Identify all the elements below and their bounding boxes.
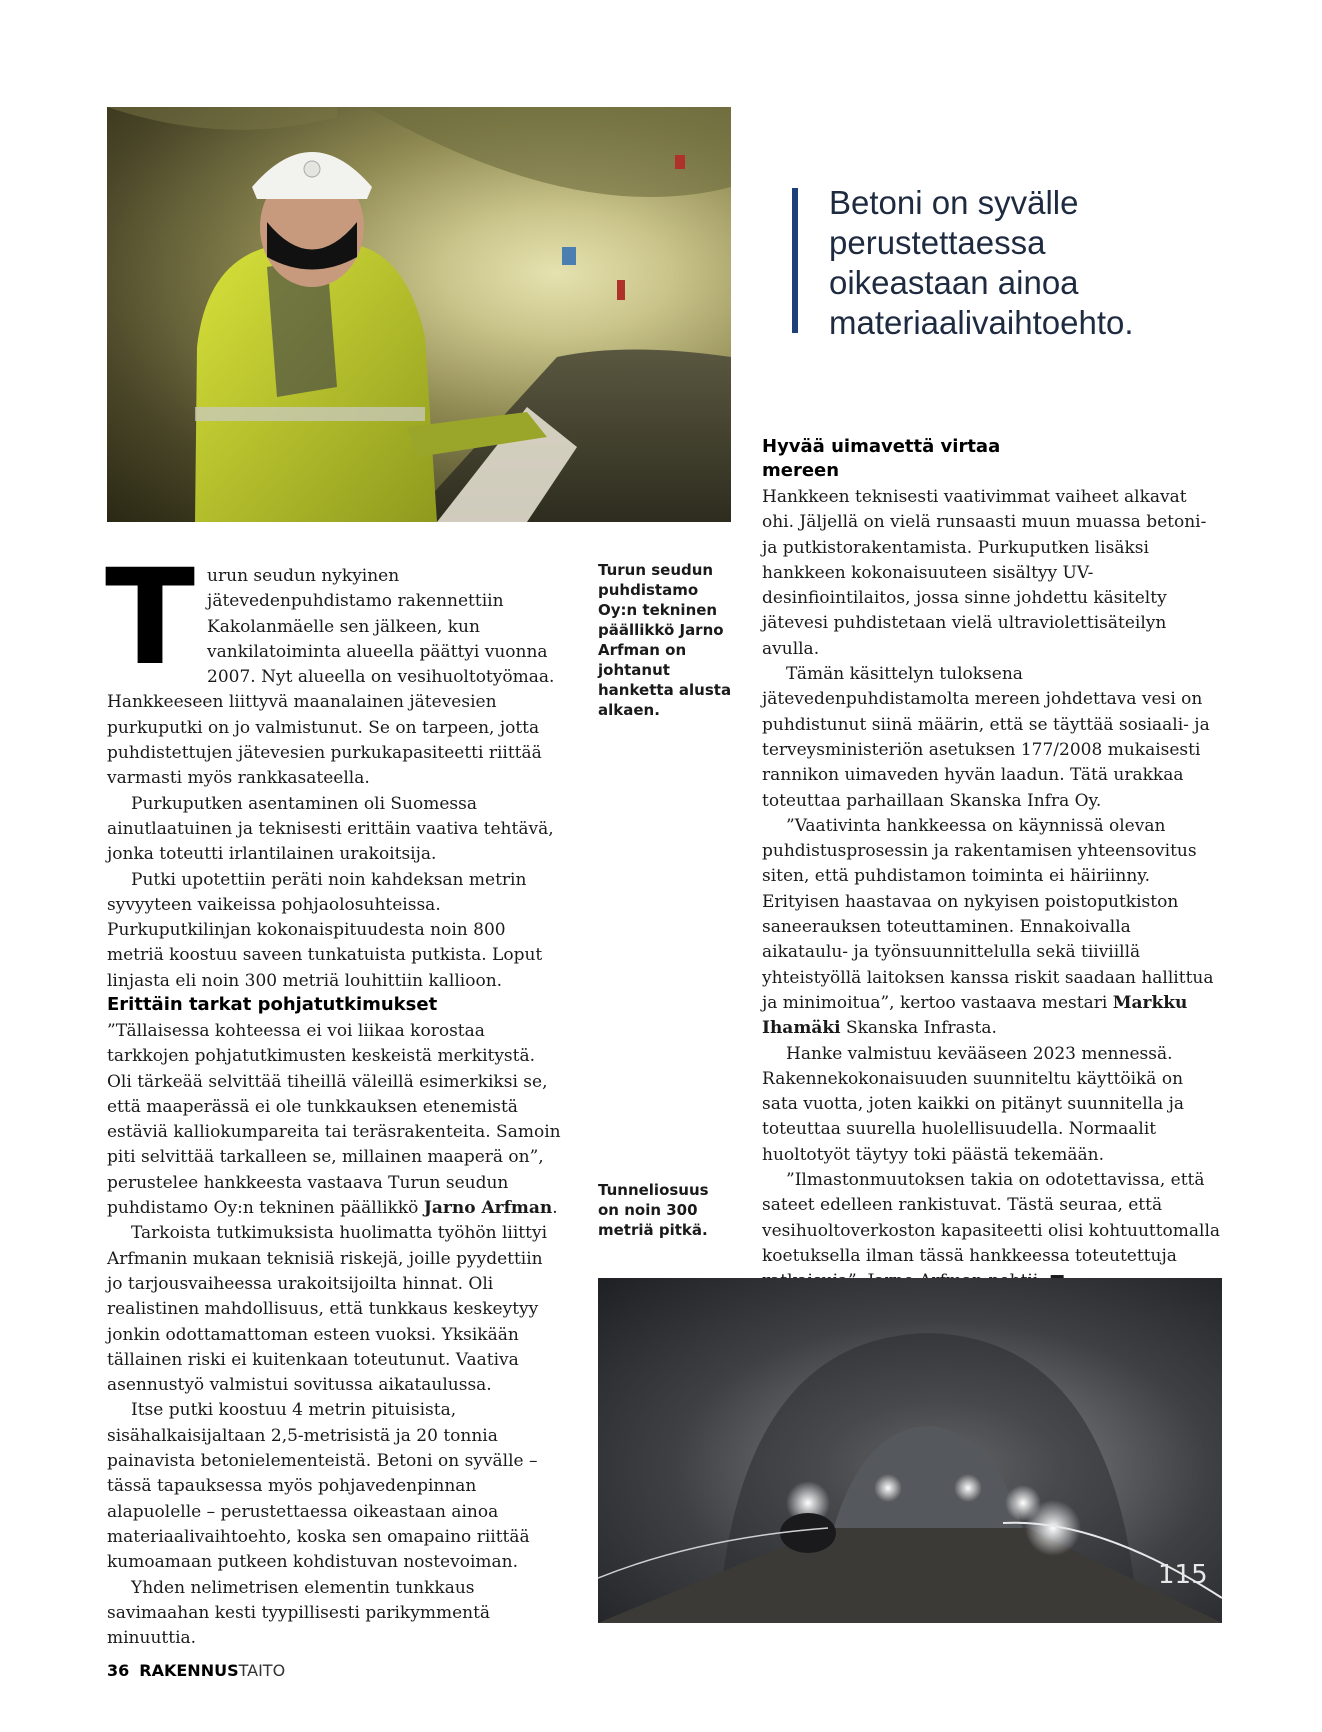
body-paragraph: Itse putki koostuu 4 metrin pituisista, sisähalkaisijaltaan 2,5-metrisistä ja 20 tonnia painavista betonielementeistä. Betoni on syvälle – tässä tapauksessa myös pohjavedenpinnan alapuolelle – perustettaessa oikeastaan ainoa materiaalivaihtoehto, koska sen omapaino riittää kumoamaan putkeen kohdistuvan nostevoiman. [107, 1400, 538, 1573]
page-number: 36 [107, 1661, 130, 1680]
person-name: Markku Ihamäki [762, 992, 1188, 1039]
paragraph-text: ”Tällaisessa kohteessa ei voi liikaa korostaa tarkkojen pohjatutkimusten keskeistä merkitystä. Oli tärkeää selvittää tiheillä väleillä esimerkiksi se, että maaperässä ei ole tunkkauksen etenemistä estäviä kalliokumpareita tai teräsrakenteita. Samoin piti selvittää tarkalleen se, millainen maaperä on”, perustelee hankkeesta vastaava Turun seudun puhdistamo Oy:n tekninen päällikkö [107, 1021, 561, 1219]
photo-caption-tunnel: Tunneliosuus on noin 300 metriä pitkä. [598, 1181, 709, 1239]
magazine-name-light: TAITO [238, 1661, 286, 1680]
photo-caption-arfman: Turun seudun puhdistamo Oy:n tekninen päällikkö Jarno Arfman on johtanut hanketta alusta alkaen. [598, 561, 732, 719]
photo-tunnel [598, 1278, 1222, 1623]
tunnel-wall-marking: 115 [1158, 1560, 1208, 1590]
article-column-left [105, 541, 561, 994]
body-paragraph: Yhden nelimetrisen elementin tunkkaus savimaahan kesti tyypillisesti parikymmentä minuuttia. [107, 1577, 491, 1649]
person-name: Jarno Arfman [423, 1198, 553, 1219]
body-paragraph [762, 814, 1222, 1042]
drop-cap: T [105, 541, 196, 695]
article-column-right [762, 485, 1222, 1295]
paragraph-text: . [552, 1198, 558, 1219]
body-paragraph: Purkuputken asentaminen oli Suomessa ainutlaatuinen ja teknisesti erittäin vaativa tehtävä, jonka toteutti irlantilainen urakoitsija. [107, 793, 554, 865]
tunnel-photo-illustration [107, 107, 731, 522]
body-paragraph: Hankkeen teknisesti vaativimmat vaiheet alkavat ohi. Jäljellä on vielä runsaasti muun muassa betoni- ja putkistorakentamista. Purkuputken lisäksi hankkeen kokonaisuuteen sisältyy UV-desinfiointilaitos, jossa sinne johdettu käsitelty jätevesi puhdistetaan vielä ultraviolettisäteilyn avulla. [762, 487, 1207, 659]
subheading-pohjatutkimukset: Erittäin tarkat pohjatutkimukset [107, 994, 438, 1015]
body-paragraph [762, 1168, 1222, 1294]
paragraph-text: ”Vaativinta hankkeessa on käynnissä olevan puhdistusprosessin ja rakentamisen yhteensovitus siten, että puhdistamon toiminta ei häiriinny. Erityisen haastavaa on nykyisen poistoputkiston saneerauksen toteuttaminen. Ennakoivalla aikataulu- ja työnsuunnittelulla sekä tiiviillä yhteistyöllä laitoksen kanssa riskit saadaan hallittua ja minimoitua”, kertoo vastaava mestari [762, 815, 1214, 1013]
paragraph-text: ”Ilmastonmuutoksen takia on odotettavissa, että sateet edelleen rankistuvat. Tästä seuraa, että vesihuoltoverkoston kapasiteetti olisi kohtuuttomalla koetuksella ilman tässä hankkeessa toteutettuja [762, 1170, 1221, 1266]
tunnel-photo-illustration [598, 1278, 1222, 1623]
body-paragraph: Hanke valmistuu kevääseen 2023 mennessä. Rakennekokonaisuuden suunniteltu käyttöikä on sata vuotta, joten kaikki on pitänyt suunnitella ja toteuttaa suurella huolellisuudella. Normaalit huoltotyöt täytyy toki päästä tekemään. [762, 1043, 1185, 1165]
magazine-name-bold: RAKENNUS [139, 1661, 239, 1680]
body-paragraph: Putki upotettiin peräti noin kahdeksan metrin syvyyteen vaikeissa pohjaolosuhteissa. Purkuputkilinjan kokonaispituudesta noin 800 metriä koostuu saveen tunkatuista putkista. Loput linjasta eli noin 300 metriä louhittiin kallioon. [107, 869, 543, 991]
intro-paragraph: urun seudun nykyinen jätevedenpuhdistamo rakennettiin Kakolanmäelle sen jälkeen, kun vankilatoiminta alueella päättyi vuonna 2007. Nyt alueella on vesihuoltotyömaa. Hankkeeseen liittyvä maanalainen jätevesien purkuputki on jo valmistunut. Se on tarpeen, jotta puhdistettujen jätevesien purkukapasiteetti riittää varmasti myös rankkasateella. [107, 566, 555, 789]
body-paragraph: Tämän käsittelyn tuloksena jätevedenpuhdistamolta mereen johdettava vesi on puhdistunut siinä määrin, että se täyttää sosiaali- ja terveysministeriön asetuksen 177/2008 mukaisesti rannikon uimaveden hyvän laadun. Tätä urakkaa toteuttaa parhaillaan Skanska Infra Oy. [762, 664, 1210, 811]
body-paragraph: Tarkoista tutkimuksista huolimatta työhön liittyi Arfmanin mukaan teknisiä riskejä, joille pyydettiin jo tarjousvaiheessa urakoitsijoilta hinnat. Oli realistinen mahdollisuus, että tunkkaus keskeytyy jonkin odottamattoman esteen vuoksi. Yksikään tällainen riski ei kuitenkaan toteutunut. Vaativa asennustyö valmistui sovitussa aikataulussa. [107, 1223, 548, 1396]
page-footer [107, 1661, 285, 1680]
subheading-uimavetta: Hyvää uimavettä virtaa mereen [762, 436, 1001, 481]
paragraph-text: Skanska Infrasta. [840, 1018, 997, 1039]
photo-man-in-tunnel [107, 107, 731, 522]
pull-quote: Betoni on syvälle perustettaessa oikeastaan ainoa materiaalivaihtoehto. [829, 184, 1134, 341]
body-paragraph [107, 1019, 561, 1221]
pull-quote-bar [792, 188, 798, 333]
article-column-left-lower [107, 1019, 561, 1651]
